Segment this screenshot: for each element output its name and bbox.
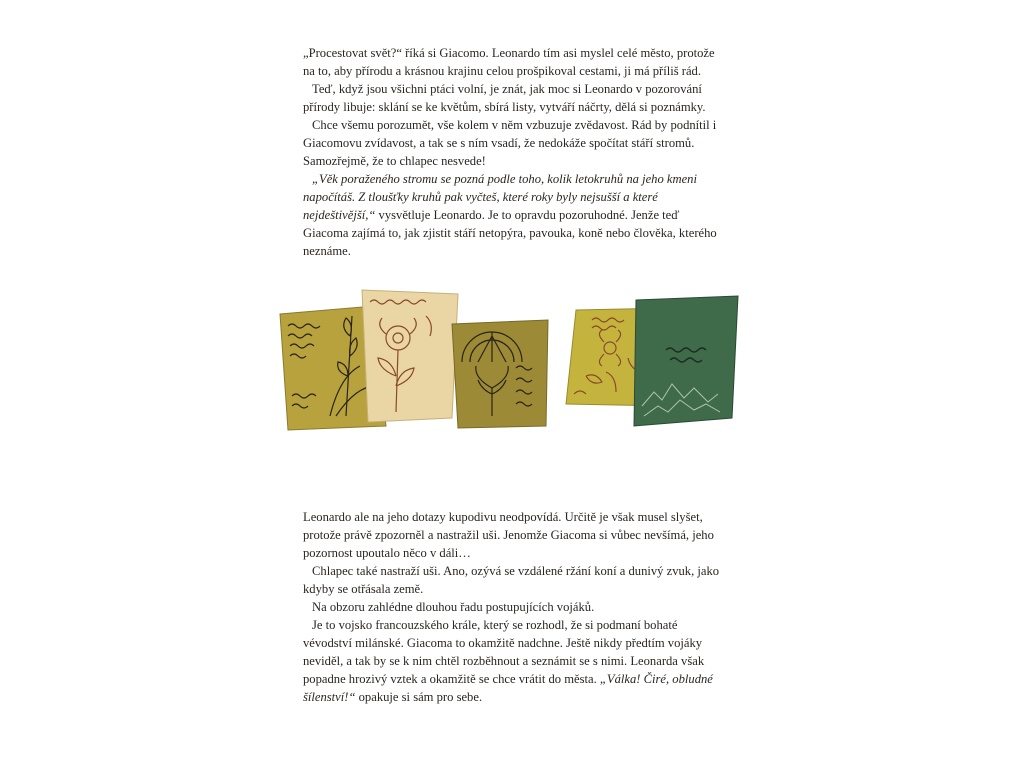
paragraph-6: Chlapec také nastraží uši. Ano, ozývá se vzdálené ržání koní a dunivý zvuk, jako kdyby se otřásala země. <box>303 564 720 596</box>
sketch-pages-svg <box>266 276 758 444</box>
quote-war: „Válka! Čiré, obludné šílenství!“ <box>303 672 713 704</box>
sketch-page-2 <box>362 290 458 422</box>
sketch-page-5 <box>634 296 738 426</box>
bottom-text-block <box>303 508 723 706</box>
paragraph-1: „Procestovat svět?“ říká si Giacomo. Leonardo tím asi myslel celé město, protože na to, aby přírodu a krásnou krajinu celou prošpikoval cestami, ji má příliš rád. <box>303 46 715 78</box>
paragraph-4 <box>303 170 723 260</box>
paragraph-8 <box>303 616 723 706</box>
sketch-pages-illustration <box>266 276 758 444</box>
paragraph-5: Leonardo ale na jeho dotazy kupodivu neodpovídá. Určitě je však musel slyšet, protože právě zpozorněl a nastražil uši. Jenomže Giacoma si vůbec nevšímá, jeho pozornost upoutalo něco v dáli… <box>303 510 714 560</box>
quote-tree-rings: „Věk poraženého stromu se pozná podle toho, kolik letokruhů na jeho kmeni napočítáš. Z tloušťky kruhů pak vyčteš, které roky byly nejsušší a které nejdeštivější,“ <box>303 172 697 222</box>
paragraph-7: Na obzoru zahlédne dlouhou řadu postupujících vojáků. <box>312 600 595 614</box>
paragraph-3: Chce všemu porozumět, vše kolem v něm vzbuzuje zvědavost. Rád by podnítil i Giacomovu zvídavost, a tak se s ním vsadí, že nedokáže spočítat stáří stromů. Samozřejmě, že to chlapec nesvede! <box>303 118 717 168</box>
paragraph-4-rest: vysvětluje Leonardo. Je to opravdu pozoruhodné. Jenže teď Giacoma zajímá to, jak zjistit stáří netopýra, pavouka, koně nebo člověka, kterého neznáme. <box>303 208 717 258</box>
paragraph-2: Teď, když jsou všichni ptáci volní, je znát, jak moc si Leonardo v pozorování přírody libuje: sklání se ke květům, sbírá listy, vytváří náčrty, dělá si poznámky. <box>303 82 706 114</box>
paragraph-8-end: opakuje si sám pro sebe. <box>355 690 483 704</box>
sketch-page-3 <box>452 320 548 428</box>
paragraph-8-main: Je to vojsko francouzského krále, který se rozhodl, že si podmaní bohaté vévodství milánské. Giacoma to okamžitě nadchne. Ještě nikdy předtím vojáky neviděl, a tak by se k nim chtěl rozběhnout a seznámit se s nimi. Leonarda však popadne hrozivý vztek a okamžitě se chce vrátit do města. <box>303 618 705 686</box>
top-text-block <box>303 44 723 260</box>
